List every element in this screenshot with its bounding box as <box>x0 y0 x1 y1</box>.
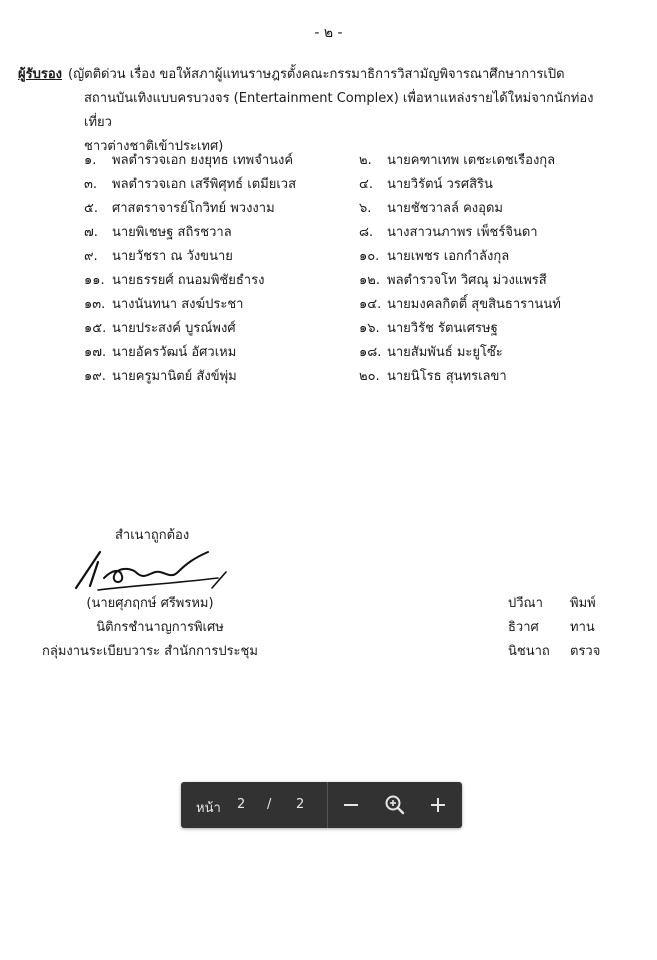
endorser-left <box>84 341 354 365</box>
endorser-right <box>359 293 619 317</box>
endorser-left <box>84 221 354 245</box>
endorser-left <box>84 293 354 317</box>
endorsers-heading: ผู้รับรอง <box>18 67 62 82</box>
endorser-number: ๕. <box>84 201 98 216</box>
certified-copy-label: สำเนาถูกต้อง <box>115 528 190 543</box>
zoom-in-icon[interactable] <box>424 791 452 819</box>
endorser-number: ๑๒. <box>359 273 380 288</box>
endorser-left <box>84 197 354 221</box>
total-pages: 2 <box>296 797 305 812</box>
endorser-number: ๑๑. <box>84 273 105 288</box>
endorsers-list <box>84 149 604 389</box>
endorser-name: นายชัชวาลล์ คงอุดม <box>387 201 503 216</box>
staff-line <box>508 640 628 664</box>
endorser-name: นายสัมพันธ์ มะยูโซ๊ะ <box>387 345 503 360</box>
endorser-right <box>359 365 619 389</box>
staff-role: พิมพ์ <box>570 596 596 611</box>
zoom-fit-icon[interactable] <box>381 791 409 819</box>
page-separator: / <box>267 797 272 812</box>
endorser-right <box>359 245 619 269</box>
endorser-name: ศาสตราจารย์โกวิทย์ พวงงาม <box>112 201 275 216</box>
endorser-name: พลตำรวจโท วิศณุ ม่วงแพรสี <box>387 273 547 288</box>
endorser-left <box>84 317 354 341</box>
endorser-row <box>84 317 604 341</box>
endorser-left <box>84 365 354 389</box>
endorser-row <box>84 245 604 269</box>
page-label: หน้า <box>196 801 221 816</box>
endorser-number: ๑๗. <box>84 345 107 360</box>
endorser-number: ๒. <box>359 153 372 168</box>
endorser-name: พลตำรวจเอก เสรีพิศุทธ์ เตมียเวส <box>112 177 296 192</box>
endorser-left <box>84 149 354 173</box>
endorser-name: นายวิรัช รัตนเศรษฐ <box>387 321 498 336</box>
endorser-number: ๑๘. <box>359 345 382 360</box>
endorser-row <box>84 293 604 317</box>
endorser-row <box>84 197 604 221</box>
endorser-name: นายครูมานิตย์ สังข์พุ่ม <box>112 369 237 384</box>
certifier-name: (นายศุภฤกษ์ ศรีพรหม) <box>86 596 214 611</box>
endorser-row <box>84 341 604 365</box>
endorser-name: นายประสงค์ บูรณ์พงศ์ <box>112 321 236 336</box>
endorser-number: ๑๖. <box>359 321 380 336</box>
endorser-number: ๓. <box>84 177 98 192</box>
endorser-row <box>84 173 604 197</box>
current-page-indicator[interactable]: 2 <box>237 797 246 812</box>
endorser-left <box>84 173 354 197</box>
endorser-name: นายมงคลกิตติ์ สุขสินธารานนท์ <box>387 297 561 312</box>
endorser-name: นางสาวนภาพร เพ็ชร์จินดา <box>387 225 538 240</box>
zoom-out-icon[interactable] <box>337 791 365 819</box>
endorser-number: ๗. <box>84 225 98 240</box>
toolbar-divider <box>327 782 328 828</box>
staff-line <box>508 616 628 640</box>
staff-role: ทาน <box>570 620 595 635</box>
endorser-number: ๑๙. <box>84 369 106 384</box>
endorser-number: ๘. <box>359 225 374 240</box>
staff-name: นิชนาถ <box>508 644 550 659</box>
signature-mark <box>68 548 228 594</box>
endorser-right <box>359 269 619 293</box>
endorser-left <box>84 269 354 293</box>
motion-header <box>18 63 618 159</box>
endorser-name: นายวัชรา ณ วังขนาย <box>112 249 233 264</box>
endorser-name: นายธรรยศ์ ถนอมพิชัยธำรง <box>112 273 265 288</box>
endorser-number: ๑. <box>84 153 97 168</box>
endorser-number: ๑๔. <box>359 297 382 312</box>
page-number: - ๒ - <box>314 25 343 41</box>
endorser-number: ๒๐. <box>359 369 380 384</box>
staff-name: ธิวาศ <box>508 620 539 635</box>
endorser-row <box>84 221 604 245</box>
staff-line <box>508 592 628 616</box>
endorser-row <box>84 149 604 173</box>
endorser-number: ๙. <box>84 249 98 264</box>
staff-role: ตรวจ <box>570 644 601 659</box>
endorser-name: นายคฑาเทพ เตชะเดชเรืองกุล <box>387 153 556 168</box>
endorser-name: นางนันทนา สงฆ์ประชา <box>112 297 244 312</box>
endorser-right <box>359 317 619 341</box>
pdf-viewer-toolbar <box>181 782 462 828</box>
certifier-position: นิติกรชำนาญการพิเศษ <box>96 620 224 635</box>
endorser-number: ๖. <box>359 201 372 216</box>
staff-name: ปวีณา <box>508 596 543 611</box>
endorser-name: นายเพชร เอกกำลังกุล <box>387 249 510 264</box>
endorser-row <box>84 365 604 389</box>
endorser-name: นายนิโรธ สุนทรเลขา <box>387 369 507 384</box>
motion-title-line-3: ชาวต่างชาติเข้าประเทศ) <box>84 139 224 154</box>
endorser-number: ๑๕. <box>84 321 107 336</box>
endorser-right <box>359 197 619 221</box>
endorser-right <box>359 221 619 245</box>
motion-title-line-2: สถานบันเทิงแบบครบวงจร (Entertainment Complex) เพื่อหาแหล่งรายได้ใหม่จากนักท่องเที่ยว <box>84 91 594 130</box>
staff-initials-block <box>508 592 628 664</box>
motion-title-line-1: (ญัตติด่วน เรื่อง ขอให้สภาผู้แทนราษฎรตั้งคณะกรรมาธิการวิสามัญพิจารณาศึกษาการเปิด <box>68 67 565 82</box>
endorser-row <box>84 269 604 293</box>
endorser-right <box>359 149 619 173</box>
certifier-office: กลุ่มงานระเบียบวาระ สำนักการประชุม <box>42 644 258 659</box>
endorser-number: ๔. <box>359 177 373 192</box>
endorser-right <box>359 173 619 197</box>
endorser-name: นายวิรัตน์ วรศสิริน <box>387 177 493 192</box>
endorser-number: ๑๓. <box>84 297 106 312</box>
endorser-name: นายพิเชษฐ สถิรชวาล <box>112 225 232 240</box>
endorser-number: ๑๐. <box>359 249 380 264</box>
endorser-left <box>84 245 354 269</box>
endorser-name: นายอัครวัฒน์ อัศวเหม <box>112 345 237 360</box>
endorser-name: พลตำรวจเอก ยงยุทธ เทพจำนงค์ <box>112 153 294 168</box>
endorser-right <box>359 341 619 365</box>
